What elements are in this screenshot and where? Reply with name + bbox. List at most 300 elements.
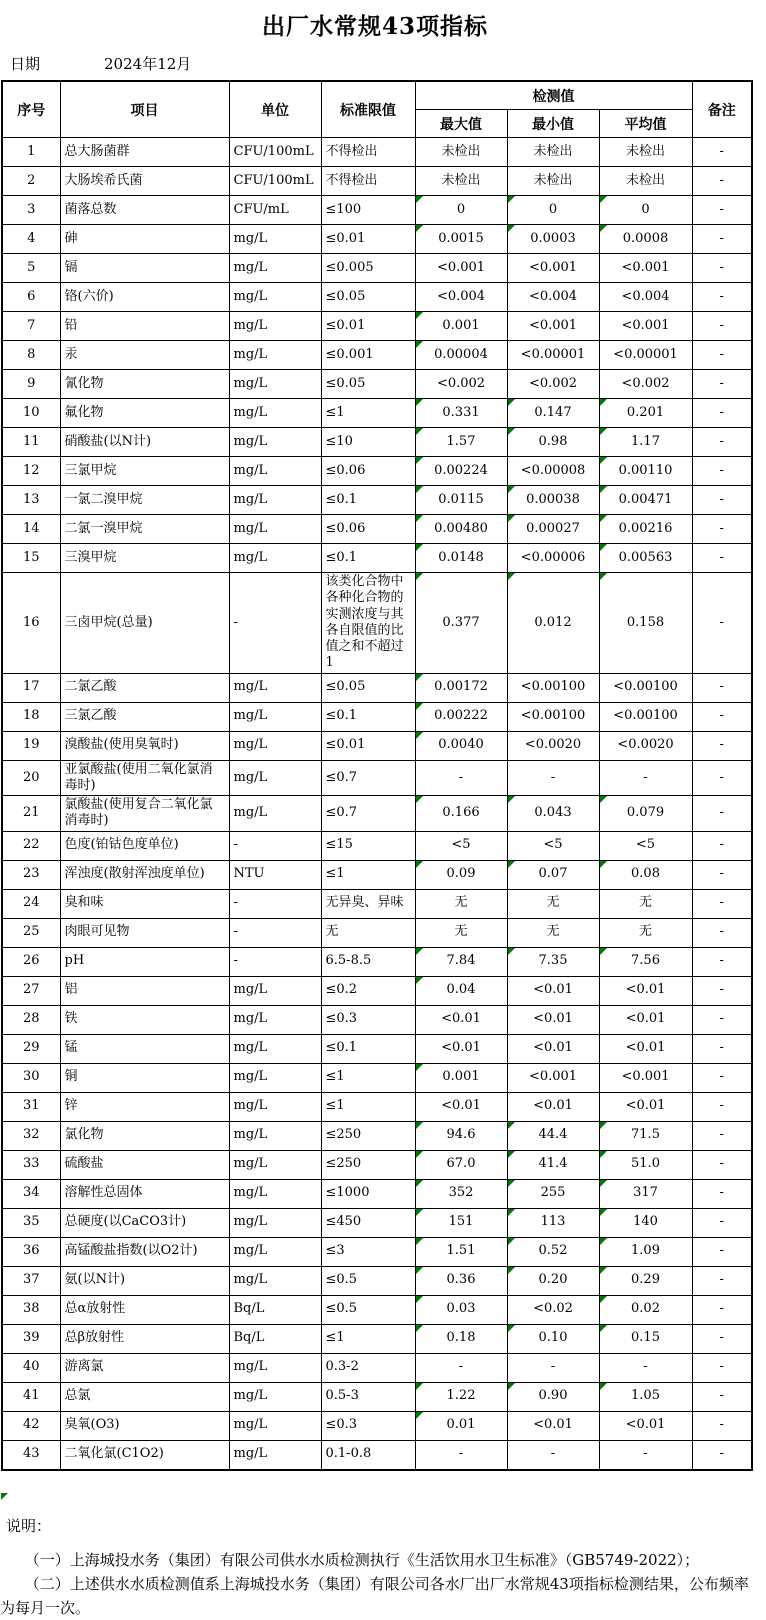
cell-value: - xyxy=(719,491,724,507)
notes-label: 说明： xyxy=(6,1516,52,1535)
cell-value: mg/L xyxy=(233,230,268,246)
cell-value: - xyxy=(719,520,724,536)
cell-value: ≤0.06 xyxy=(325,462,366,478)
table-row xyxy=(2,1150,752,1179)
cell-min xyxy=(507,225,599,254)
cell-max xyxy=(415,312,507,341)
cell-value: ≤0.1 xyxy=(325,708,358,724)
cell-value: 0.00027 xyxy=(526,520,580,536)
cell-value: 0.00224 xyxy=(434,462,488,478)
cell-value: 19 xyxy=(22,737,40,753)
cell-value: 16 xyxy=(22,614,40,630)
table-row xyxy=(2,1063,752,1092)
cell-no xyxy=(2,341,60,370)
cell-remark xyxy=(692,428,752,457)
cell-max xyxy=(415,515,507,544)
cell-value: <0.01 xyxy=(625,1040,666,1056)
cell-remark xyxy=(692,796,752,832)
green-flag-marker xyxy=(600,225,607,232)
cell-remark xyxy=(692,544,752,573)
cell-value: 未检出 xyxy=(625,143,665,159)
cell-limit xyxy=(321,196,415,225)
cell-limit xyxy=(321,1266,415,1295)
cell-avg xyxy=(599,1266,692,1295)
cell-remark xyxy=(692,1353,752,1382)
cell-min xyxy=(507,457,599,486)
cell-value: 32 xyxy=(22,1127,40,1143)
cell-value: 0.15 xyxy=(631,1330,660,1346)
cell-value: 0.001 xyxy=(442,317,480,333)
cell-value: ≤0.1 xyxy=(325,1040,358,1056)
table-row xyxy=(2,1208,752,1237)
table-row xyxy=(2,1411,752,1440)
cell-value: - xyxy=(719,866,724,882)
cell-value: 13 xyxy=(22,491,40,507)
cell-value: ≤1 xyxy=(325,1330,345,1346)
cell-value: ≤1 xyxy=(325,1098,345,1114)
cell-value: mg/L xyxy=(233,520,268,536)
cell-value: <0.00100 xyxy=(613,679,678,695)
cell-remark xyxy=(692,399,752,428)
cell-value: 三溴甲烷 xyxy=(64,549,117,565)
cell-value: <5 xyxy=(543,837,563,853)
green-flag-marker xyxy=(508,573,515,580)
table-row xyxy=(2,254,752,283)
cell-max xyxy=(415,544,507,573)
cell-limit xyxy=(321,1382,415,1411)
cell-item xyxy=(60,731,229,760)
cell-item xyxy=(60,515,229,544)
header-min: 最小值 xyxy=(507,110,599,138)
cell-avg xyxy=(599,283,692,312)
cell-value: - xyxy=(719,1330,724,1346)
green-flag-marker xyxy=(416,225,423,232)
cell-value: ≤0.5 xyxy=(325,1301,358,1317)
cell-remark xyxy=(692,947,752,976)
cell-no xyxy=(2,428,60,457)
cell-max xyxy=(415,1179,507,1208)
cell-value: 未检出 xyxy=(533,143,573,159)
table-row xyxy=(2,918,752,947)
cell-item xyxy=(60,254,229,283)
table-row xyxy=(2,283,752,312)
cell-value: mg/L xyxy=(233,708,268,724)
cell-value: <0.01 xyxy=(625,1098,666,1114)
cell-remark xyxy=(692,860,752,889)
cell-value: 0.02 xyxy=(631,1301,660,1317)
cell-unit xyxy=(229,860,321,889)
cell-value: 113 xyxy=(540,1214,566,1230)
cell-avg xyxy=(599,1382,692,1411)
cell-value: ≤100 xyxy=(325,201,362,217)
cell-min xyxy=(507,731,599,760)
cell-limit xyxy=(321,1324,415,1353)
header-detection: 检测值 xyxy=(415,81,692,110)
cell-unit xyxy=(229,457,321,486)
cell-avg xyxy=(599,1295,692,1324)
cell-value: 0.00038 xyxy=(526,491,580,507)
cell-value: - xyxy=(719,679,724,695)
green-flag-marker xyxy=(416,1238,423,1245)
cell-item xyxy=(60,1237,229,1266)
cell-value: 42 xyxy=(22,1417,40,1433)
cell-unit xyxy=(229,312,321,341)
cell-value: 1 xyxy=(27,143,36,159)
cell-unit xyxy=(229,167,321,196)
cell-value: 硝酸盐(以N计) xyxy=(64,433,152,449)
cell-value: 0.07 xyxy=(538,866,568,882)
cell-value: 臭和味 xyxy=(64,895,104,911)
cell-value: 总β放射性 xyxy=(64,1330,125,1346)
cell-value: 10 xyxy=(22,404,40,420)
cell-value: 二氯一溴甲烷 xyxy=(64,520,143,536)
cell-limit xyxy=(321,515,415,544)
cell-value: Bq/L xyxy=(233,1330,265,1346)
cell-value: ≤3 xyxy=(325,1243,345,1259)
cell-item xyxy=(60,428,229,457)
cell-value: 40 xyxy=(22,1359,40,1375)
green-flag-marker xyxy=(508,1209,515,1216)
cell-value: <0.01 xyxy=(441,1011,481,1027)
cell-remark xyxy=(692,1295,752,1324)
cell-unit xyxy=(229,1411,321,1440)
green-flag-marker xyxy=(508,1180,515,1187)
cell-value: mg/L xyxy=(233,805,268,821)
cell-value: mg/L xyxy=(233,549,268,565)
cell-value: 0.0008 xyxy=(622,230,669,246)
cell-value: 0.0148 xyxy=(438,549,484,565)
cell-value: - xyxy=(550,1359,556,1375)
cell-remark xyxy=(692,1092,752,1121)
cell-min xyxy=(507,831,599,860)
cell-value: ≤0.2 xyxy=(325,982,358,998)
cell-value: 41.4 xyxy=(538,1156,568,1172)
cell-avg xyxy=(599,1150,692,1179)
cell-limit xyxy=(321,1092,415,1121)
cell-value: 36 xyxy=(22,1243,40,1259)
table-row xyxy=(2,947,752,976)
green-flag-marker xyxy=(508,1383,515,1390)
cell-value: 0.079 xyxy=(626,805,665,821)
cell-limit xyxy=(321,1411,415,1440)
cell-value: <0.02 xyxy=(533,1301,573,1317)
green-flag-marker xyxy=(416,486,423,493)
cell-value: - xyxy=(719,1185,724,1201)
cell-value: 镉 xyxy=(64,259,78,275)
cell-value: 22 xyxy=(22,837,40,853)
cell-value: - xyxy=(719,1417,724,1433)
cell-no xyxy=(2,731,60,760)
cell-value: mg/L xyxy=(233,1243,268,1259)
cell-value: ≤0.01 xyxy=(325,737,366,753)
cell-max xyxy=(415,573,507,674)
cell-limit xyxy=(321,1179,415,1208)
cell-max xyxy=(415,167,507,196)
cell-value: 35 xyxy=(22,1214,40,1230)
cell-max xyxy=(415,1063,507,1092)
table-row xyxy=(2,573,752,674)
cell-value: - xyxy=(719,317,724,333)
cell-max xyxy=(415,1266,507,1295)
cell-min xyxy=(507,1150,599,1179)
cell-max xyxy=(415,1295,507,1324)
green-flag-marker xyxy=(600,1267,607,1274)
cell-item xyxy=(60,1440,229,1470)
cell-min xyxy=(507,1440,599,1470)
cell-unit xyxy=(229,831,321,860)
cell-value: ≤1 xyxy=(325,1069,345,1085)
cell-item xyxy=(60,1121,229,1150)
cell-value: - xyxy=(719,805,724,821)
table-row xyxy=(2,370,752,399)
cell-value: 硫酸盐 xyxy=(64,1156,104,1172)
cell-value: 总硬度(以CaCO3计) xyxy=(64,1214,187,1230)
cell-avg xyxy=(599,370,692,399)
cell-remark xyxy=(692,1034,752,1063)
cell-limit xyxy=(321,731,415,760)
note-item: （二）上述供水水质检测值系上海城投水务（集团）有限公司各水厂出厂水常规43项指标检测结果，公布频率为每月一次。 xyxy=(0,1574,749,1617)
cell-unit xyxy=(229,1005,321,1034)
cell-avg xyxy=(599,1353,692,1382)
cell-remark xyxy=(692,1411,752,1440)
cell-value: 砷 xyxy=(64,230,78,246)
table-row xyxy=(2,796,752,832)
green-flag-marker xyxy=(416,948,423,955)
table-header xyxy=(2,81,752,138)
cell-remark xyxy=(692,1208,752,1237)
cell-value: 铅 xyxy=(64,317,78,333)
cell-min xyxy=(507,312,599,341)
cell-value: 大肠埃希氏菌 xyxy=(64,172,143,188)
cell-value: ≤0.005 xyxy=(325,259,374,275)
cell-avg xyxy=(599,167,692,196)
cell-value: mg/L xyxy=(233,1069,268,1085)
cell-value: CFU/100mL xyxy=(233,172,314,188)
cell-value: <0.00001 xyxy=(613,346,678,362)
cell-min xyxy=(507,196,599,225)
cell-value: 0.331 xyxy=(442,404,480,420)
cell-max xyxy=(415,889,507,918)
cell-max xyxy=(415,428,507,457)
cell-value: - xyxy=(233,614,238,630)
table-row xyxy=(2,1295,752,1324)
cell-limit xyxy=(321,976,415,1005)
cell-unit xyxy=(229,1208,321,1237)
cell-max xyxy=(415,1005,507,1034)
cell-value: 氰化物 xyxy=(64,375,104,391)
cell-value: <0.01 xyxy=(441,1098,481,1114)
cell-item xyxy=(60,196,229,225)
cell-value: - xyxy=(719,737,724,753)
cell-remark xyxy=(692,283,752,312)
cell-value: mg/L xyxy=(233,1388,268,1404)
cell-value: Bq/L xyxy=(233,1301,265,1317)
cell-value: 未检出 xyxy=(533,172,573,188)
cell-value: CFU/100mL xyxy=(233,143,314,159)
cell-avg xyxy=(599,702,692,731)
cell-value: - xyxy=(719,837,724,853)
cell-value: - xyxy=(458,1446,464,1462)
cell-value: mg/L xyxy=(233,1156,268,1172)
cell-value: ≤0.05 xyxy=(325,375,366,391)
cell-value: - xyxy=(719,375,724,391)
green-flag-marker xyxy=(508,196,515,203)
cell-min xyxy=(507,254,599,283)
cell-value: 无异臭、异味 xyxy=(325,895,404,911)
cell-value: ≤0.5 xyxy=(325,1272,358,1288)
cell-value: <0.01 xyxy=(533,1011,573,1027)
green-flag-marker xyxy=(1,1493,8,1500)
cell-value: 0.20 xyxy=(538,1272,568,1288)
cell-value: <0.00006 xyxy=(520,549,586,565)
cell-unit xyxy=(229,370,321,399)
cell-limit xyxy=(321,370,415,399)
green-flag-marker xyxy=(508,399,515,406)
cell-value: 总氯 xyxy=(64,1388,91,1404)
cell-value: 三卤甲烷(总量) xyxy=(64,614,153,630)
cell-remark xyxy=(692,167,752,196)
cell-value: <0.0020 xyxy=(617,737,674,753)
cell-value: 0.90 xyxy=(538,1388,568,1404)
cell-value: ≤0.001 xyxy=(325,346,374,362)
cell-value: 14 xyxy=(22,520,40,536)
cell-unit xyxy=(229,702,321,731)
cell-value: - xyxy=(719,924,724,940)
table-row xyxy=(2,486,752,515)
cell-value: 0.0115 xyxy=(438,491,484,507)
cell-limit xyxy=(321,573,415,674)
cell-max xyxy=(415,1353,507,1382)
green-flag-marker xyxy=(508,1325,515,1332)
cell-value: 1.05 xyxy=(631,1388,660,1404)
header-avg: 平均值 xyxy=(599,110,692,138)
cell-no xyxy=(2,831,60,860)
cell-limit xyxy=(321,1353,415,1382)
cell-item xyxy=(60,976,229,1005)
cell-value: 不得检出 xyxy=(325,172,378,188)
cell-value: - xyxy=(550,769,556,785)
cell-value: - xyxy=(719,1359,724,1375)
cell-value: 0.00172 xyxy=(434,679,488,695)
cell-no xyxy=(2,254,60,283)
cell-unit xyxy=(229,1295,321,1324)
notes-section xyxy=(0,1514,766,1620)
cell-remark xyxy=(692,573,752,674)
cell-value: 0.08 xyxy=(631,866,660,882)
cell-value: 0.00004 xyxy=(434,346,488,362)
cell-max xyxy=(415,918,507,947)
green-flag-marker xyxy=(416,732,423,739)
cell-max xyxy=(415,1382,507,1411)
cell-min xyxy=(507,760,599,796)
green-flag-marker xyxy=(600,1383,607,1390)
green-flag-marker xyxy=(600,861,607,868)
cell-value: 无 xyxy=(454,895,468,911)
cell-value: mg/L xyxy=(233,737,268,753)
cell-max xyxy=(415,860,507,889)
cell-item xyxy=(60,312,229,341)
cell-value: 0.201 xyxy=(626,404,665,420)
cell-no xyxy=(2,370,60,399)
cell-value: 94.6 xyxy=(446,1127,476,1143)
cell-avg xyxy=(599,796,692,832)
cell-limit xyxy=(321,457,415,486)
cell-limit xyxy=(321,312,415,341)
cell-value: 汞 xyxy=(64,346,78,362)
cell-value: 0.52 xyxy=(538,1243,568,1259)
green-flag-marker xyxy=(416,312,423,319)
cell-avg xyxy=(599,976,692,1005)
cell-limit xyxy=(321,167,415,196)
cell-value: mg/L xyxy=(233,404,268,420)
cell-value: ≤0.05 xyxy=(325,679,366,695)
cell-avg xyxy=(599,399,692,428)
cell-avg xyxy=(599,196,692,225)
cell-limit xyxy=(321,947,415,976)
cell-item xyxy=(60,486,229,515)
cell-min xyxy=(507,796,599,832)
cell-value: - xyxy=(719,143,724,159)
cell-value: mg/L xyxy=(233,1417,268,1433)
cell-value: 0.00110 xyxy=(618,462,673,478)
green-flag-marker xyxy=(600,1209,607,1216)
cell-value: <0.01 xyxy=(533,1040,573,1056)
green-flag-marker xyxy=(416,1180,423,1187)
cell-value: - xyxy=(719,953,724,969)
cell-remark xyxy=(692,831,752,860)
green-flag-marker xyxy=(600,573,607,580)
cell-value: 0.0015 xyxy=(438,230,484,246)
cell-no xyxy=(2,976,60,1005)
cell-max xyxy=(415,831,507,860)
green-flag-marker xyxy=(600,1122,607,1129)
cell-item xyxy=(60,796,229,832)
green-flag-marker xyxy=(416,515,423,522)
cell-avg xyxy=(599,1179,692,1208)
cell-avg xyxy=(599,831,692,860)
cell-no xyxy=(2,283,60,312)
cell-max xyxy=(415,796,507,832)
cell-no xyxy=(2,860,60,889)
page-title: 出厂水常规43项指标 xyxy=(261,13,488,40)
cell-unit xyxy=(229,283,321,312)
cell-min xyxy=(507,1063,599,1092)
cell-max xyxy=(415,673,507,702)
green-flag-marker xyxy=(508,225,515,232)
cell-avg xyxy=(599,254,692,283)
green-flag-marker xyxy=(416,457,423,464)
cell-max xyxy=(415,1092,507,1121)
cell-unit xyxy=(229,573,321,674)
cell-unit xyxy=(229,1353,321,1382)
table-row xyxy=(2,515,752,544)
cell-item xyxy=(60,457,229,486)
cell-unit xyxy=(229,1063,321,1092)
table-row xyxy=(2,1237,752,1266)
cell-value: 无 xyxy=(546,895,560,911)
green-flag-marker xyxy=(416,674,423,681)
table-row xyxy=(2,702,752,731)
table-row xyxy=(2,1121,752,1150)
cell-value: 7.35 xyxy=(538,953,568,969)
cell-min xyxy=(507,399,599,428)
cell-min xyxy=(507,283,599,312)
cell-value: 31 xyxy=(22,1098,40,1114)
cell-value: 铬(六价) xyxy=(64,288,114,304)
cell-item xyxy=(60,1295,229,1324)
cell-value: 7.84 xyxy=(446,953,476,969)
cell-max xyxy=(415,760,507,796)
